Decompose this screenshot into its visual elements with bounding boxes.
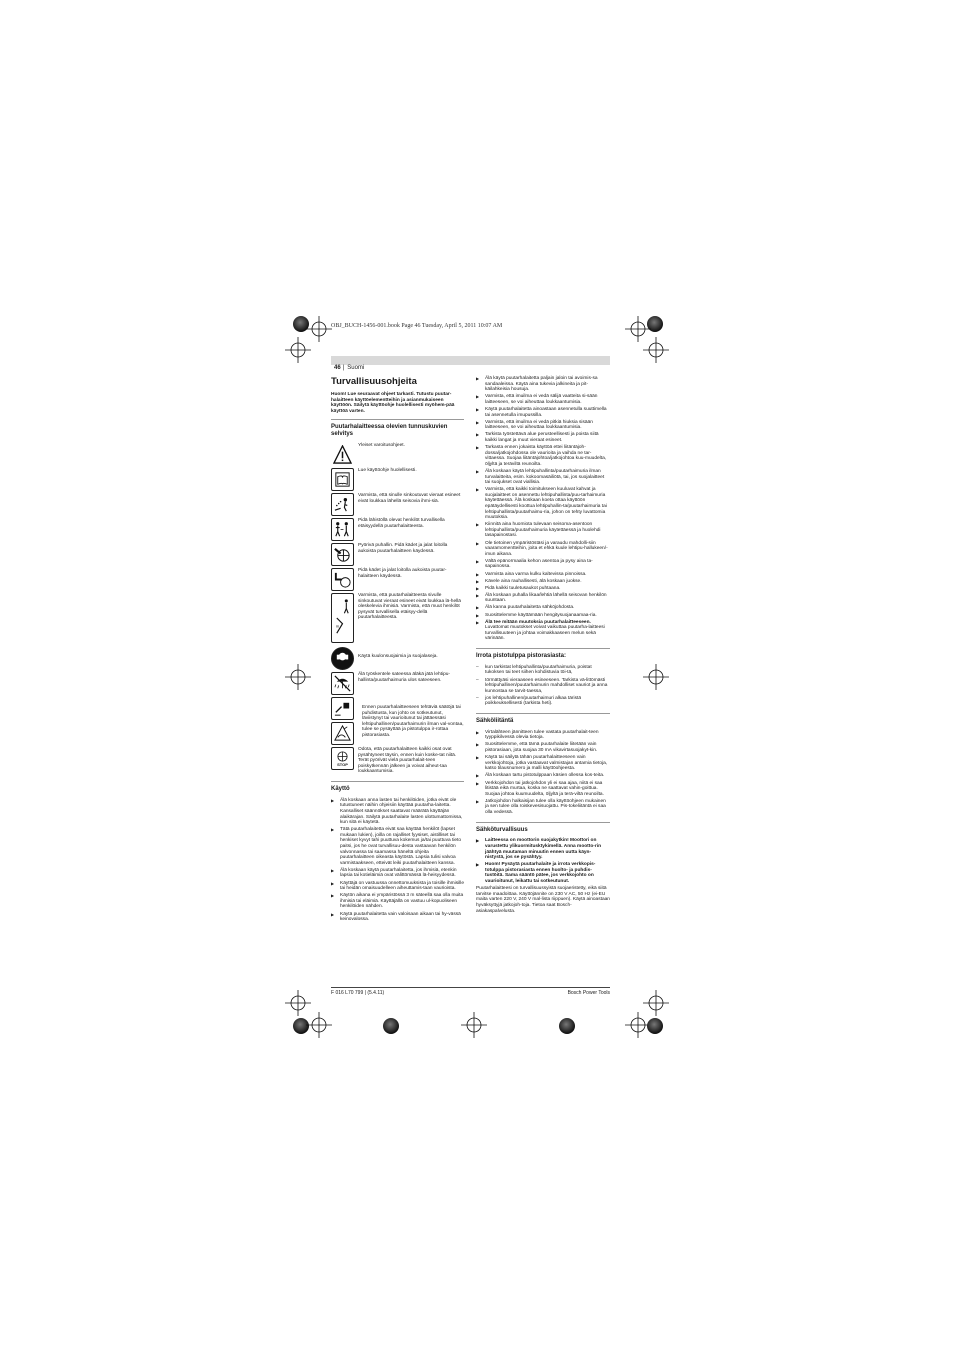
rotating-blades-hand-icon: [331, 543, 354, 566]
footer-rule: [331, 987, 610, 988]
list-item: ▶ Kävele aina rauhallisesti, älä koskaan juokse.: [476, 579, 610, 585]
list-item: ▶ Kiinnitä aina huomiota tulevaan seisoma-asentoon lehtipuhallinta/puutarhaimuria käytettäessä ja huolehdi tasapainostasi.: [476, 522, 610, 539]
registration-dot: [559, 1018, 575, 1034]
safety-text: Puutarhalaitteesi on turvallisuussyistä suojaeristetty, eikä siitä tarvitse maadoittaa. Käyttöjännite on 230 V AC, 50 Hz (ei-EU maita varten 220 V, 240 V mal-lista riippuen). Käytä ainoastaan hyväksyttyjä jatkojoh-toja. Tietoa saat Bosch-asiakaspalvelusta.: [476, 886, 610, 914]
list-item: ▶ Älä koskaan puhalla likaa/lehtiä lähellä seisovan henkilön suuntaan.: [476, 593, 610, 604]
list-item: ▶ Älä koskaan käytä lehtipuhallinta/puutarhaimuria ilman turvalaitteita, esim. kokoomasäiliötä, tai, jos suojalaitteet tai suojukset ovat viallisia.: [476, 469, 610, 486]
symbol-text: Pyörivä puhallin. Pidä kädet ja jalat loitolla aukoista puutarhalaitteen käydessä.: [358, 542, 448, 554]
electric-heading: Sähköliitäntä: [476, 713, 610, 725]
list-item-extra: Luvattomat muutokset voivat vaikuttaa puutarha-laitteesi turvallisuuteen ja johtaa voimakkaaseen melun sekä värinään.: [485, 625, 605, 642]
wait-stop-icon: [331, 747, 354, 770]
list-item: ▶ Älä kanna puutarhalaitetta sähköjohdosta.: [476, 605, 610, 611]
symbol-text: Varmista, että sinulle sinkoutuvat vieraat esineet eivät loukkaa lähellä seisovia ihmi-siä.: [358, 492, 461, 504]
use-heading: Käyttö: [331, 781, 464, 793]
page-header-bar: 46 | Suomi: [331, 356, 610, 365]
crosshair-mark: [643, 337, 669, 363]
symbol-row: [331, 647, 464, 670]
crosshair-mark: [643, 664, 669, 690]
symbol-row: [331, 747, 464, 775]
list-item: ▶ Älä koskaan anna lasten tai henkilöiden, jotka eivät ole tutustuneet näihin ohjeisiin käyttää puutarha-laitetta. Kansalliset säännökset saattavat määrätä käyttäjän alaikärajan. Säilytä puutarhalaite lasten ulottumattomissa, kun sitä ei käytetä.: [331, 798, 464, 826]
cable-damage-icon: [331, 722, 354, 745]
footer-right: Bosch Power Tools: [567, 990, 610, 996]
list-item: – kun tarkistat lehtipuhallinta/puutarhaimuria, poistat tukoksen tai teet siihen kohdistuvia töi-tä,: [476, 665, 610, 676]
symbol-row: [331, 468, 464, 491]
list-item: ▶ Vältä epänormaalia kehon asentoa ja pysy aina ta-sapainossa.: [476, 559, 610, 570]
safety-list-top: [476, 376, 610, 642]
symbol-row: [331, 568, 464, 591]
list-item: ▶ Tarkista työstettävä alue perusteellisesti ja poista siitä kaikki langat ja muut vieraat esineet.: [476, 432, 610, 443]
symbol-text: Pidä lähistöllä olevat henkilöt turvallisella etäisyydellä puutarhalaitteesta.: [358, 517, 445, 529]
list-item: ▶ Pidä kaikki tuuletusaukot puhtaana.: [476, 586, 610, 592]
footer-left: F 016 L70 799 | (5.4.11): [331, 990, 385, 996]
list-item: [476, 620, 610, 642]
list-item: ▶ Tarkasta ennen jokaista käyttöä ettei liitäntäjoh-dossa/jatkojohdossa ole vaurioita ja vaihda ne tar-vittaessa. Suojaa liitäntäjohtoa/jatkojohtoa kuu-muudelta, öljyltä ja teräviltä reunoilta.: [476, 445, 610, 467]
symbol-row: [331, 697, 464, 745]
page-number: 46: [334, 365, 341, 371]
ricochet-distance-icon: [331, 593, 354, 643]
symbol-text: Ennen puutarhalaitteeseen tehtäviä säätöjä tai puhdistusta, kun johto on sotkeutunut, läviistynyt tai vaurioitunut tai jättäessäsi lehtipuhallinen/puutarhaimurin ilman val-vontaa, tulee se pysäyttää ja pistotulppa ir-rottaa pistorasiasta.: [362, 704, 464, 738]
list-item: ▶ Laitteessa on moottorin suojakytkin! Moottori on varustettu ylikuormitusktykimellä. Anna mootto-rin jäähtyä muutaman minuutin ennen uutta käyn-nistystä, jos se pysähtyy.: [476, 838, 610, 860]
list-item: ▶ Verkkojohdon tai jatkojohdon yli ei saa ajaa, niitä ei saa litistää eikä murtaa, koska ne saattavat vahin-goittua. Suojaa johtoa kuumuudelta, öljyltä ja terä-viltä reunoilta.: [476, 781, 610, 798]
list-item: ▶ Varmista aina varma kulku kaltevissa pinnoissa.: [476, 572, 610, 578]
list-item: ▶ Käytä puutarhalaitetta ainoastaan asennetulla suuttimella tai asennetulla imupussilla.: [476, 407, 610, 418]
read-manual-icon: [331, 468, 354, 491]
list-item: ▶ Käytön aikana ei ympäristössä 3 m säteellä saa olla muita ihmisiä tai eläimiä. Käyttäjällä on vastuu ul-kopuoliseen henkilöiden nähden.: [331, 893, 464, 910]
list-item: ▶ Älä käytä puutarhalaitetta paljain jaloin tai avoimis-sa sandaaleissa. Käytä aina tukevia jalkineita ja pit-käilahkeisia housuja.: [476, 376, 610, 393]
crosshair-mark: [461, 1012, 487, 1038]
unplug-list: [476, 665, 610, 707]
intro-text: Huom! Lue seuraavat ohjeet tarkasti. Tutustu puutar-halaitteen käyttöelementteihin ja asianmukaiseen käyttöön. Säilytä käyttöohje huolellisesti myöhem-pää käyttöä varten.: [331, 392, 455, 414]
symbol-text: Käytä kuulonsuojaimia ja suojalaseja.: [358, 653, 438, 659]
list-item: ▶ Tätä puutarhalaitetta eivät saa käyttää henkilöt (lapset mukaan lukien), joilla on rajalliset fyysiset, aistilliset tai henkiset kyvyt tahi puuttuva kokemus ja/tai puuttuva tieto paitsi, jos he ovat turvallisuu-desta vastaavan henkilön valvonnassa tai saamassa häneltä ohjeita puutarhalaitteen oikeasta käytöstä. Lapsia tulisi valvoa varmistaakseen, etteivät leiki puutarhalaitteen kanssa.: [331, 827, 464, 866]
registration-dot: [383, 1018, 399, 1034]
list-item: ▶ Käytä puutarhalaitetta vain valoisaan aikaan tai hy-vässä keinovalossa.: [331, 912, 464, 923]
ear-eye-protection-icon: [331, 647, 354, 670]
symbol-row: [331, 518, 464, 541]
list-item: ▶ Älä koskaan käytä puutarhalaitetta, jos ihmisiä, etenkin lapsia tai kotieläimiä ovat välittömässä lä-heisyydessä.: [331, 868, 464, 879]
right-column: [476, 376, 610, 919]
symbol-text: Lue käyttöohje huolellisesti.: [358, 467, 417, 473]
registration-dot: [647, 1018, 663, 1034]
symbol-row: [331, 593, 464, 643]
list-item: ▶ Käyttäjä on vastuussa onnettomuuksista ja toisille ihmisille tai heidän omaisuudelleen aiheuttamis-taan vaurioista.: [331, 881, 464, 892]
list-item: ▶ Varmista, että kaikki toimitukseen kuuluvat kahvat ja suojalaitteet on asennettu lehtipuhallinta/puu-tarhaimuria käytettäessä. Älä koskaan koeta ottaa käyttöön epätäydellisesti koottua lehtipuhallin-ta/puutarhaimuria tai lehtipuhallinta/puutarhaimu-ria, johon on tehty luvattomia muutoksia.: [476, 487, 610, 521]
list-item: ▶ Käytä tai säilytä tähän puutarhalaitteeseen vain verkkojohtoja, jotka vastaavat valmistajan antamia tietoja, katso tilausnumero ja malli käyttöohjeesta.: [476, 755, 610, 772]
safety-list: [476, 838, 610, 884]
svg-text:m: m: [335, 624, 340, 629]
symbol-text: Älä työskentele sateessa äläkä jätä lehtipu-hallinta/puutarhaimuria ulos sateeseen.: [358, 671, 450, 683]
list-item: – jos lehtipuhallinen/puutarhaimuri alkaa täristä poikkeuksellisesti (tarkista heti).: [476, 696, 610, 707]
list-item: – törmättyäsi vieraaseen esineeseen. Tarkista vä-littömästi lehtipuhallinen/puutarhaimurin mahdolliset vauriot ja anna kunnostaa se tarvit-taessa,: [476, 678, 610, 695]
symbol-row: [331, 543, 464, 566]
list-item: ▶ Huom! Pysäytä puutarhalaite ja irrota verkkopis-totulppa pistorasiasta ennen huolto- ja puhdis-tustöitä. Sama sääntö pätee, jos verkkojohto on vaurioitunut, leikattu tai sotkeutunut.: [476, 862, 610, 884]
list-item: ▶ Älä koskaan tartu pistotulppaan käsien ollessa kos-teita.: [476, 773, 610, 779]
symbol-text: Pidä kädet ja jalat loitolla aukoista puutar-halaitteen käydessä.: [358, 567, 447, 579]
unplug-heading: Irrota pistotulppa pistorasiasta:: [476, 648, 610, 660]
symbols-heading: Puutarhalaitteessa olevien tunnuskuvien selvitys: [331, 419, 464, 438]
list-item-bold: Älä tee mitään muutoksia puutarhalaitteeseen.: [485, 619, 591, 625]
electric-list: [476, 730, 610, 816]
list-item: ▶ Ole tietoinen ympäristöstäsi ja varaudu mahdolli-siin vaaramomentteihin, joita et ehkä kuule lehtipu-hallukeen/-imun aikana.: [476, 541, 610, 558]
list-item: ▶ Virtalähteen jännitteen tulee vastata puutarhalait-teen tyyppikilvessä olevia tietoja.: [476, 730, 610, 741]
crosshair-mark: [306, 316, 332, 342]
crosshair-mark: [285, 664, 311, 690]
symbol-text: Yleiset varoitusohjeet.: [358, 442, 405, 448]
list-item: ▶ Jatkojohdon halkaisijan tulee olla käyttöohjeen mukainen ja sen tulee olla roiskevesisuojattu. Pis-tokeliitäntä ei saa olla vedessä.: [476, 799, 610, 816]
left-column: [331, 376, 464, 924]
use-list: [331, 798, 464, 923]
warning-triangle-icon: [331, 443, 354, 466]
crosshair-mark: [306, 1012, 332, 1038]
crosshair-mark: [643, 990, 669, 1016]
symbol-row: [331, 672, 464, 695]
unplug-icon: [331, 697, 354, 720]
no-rain-icon: [331, 672, 354, 695]
stop-label: STOP: [337, 761, 348, 767]
symbol-row: [331, 443, 464, 466]
symbol-text: Varmista, että puutarhalaitteesta sivulle sinkoutuvat vieraat esineet eivät loukkaa lä-hellä oleskelevia ihmisiä. Varmista, että muut henkilöt pysyvät turvallisella etäisyy-dellä puutarhalaitteesta.: [358, 592, 461, 621]
page-section: Suomi: [347, 365, 365, 371]
list-item: ▶ Suosittelemme käyttämään hengitysuojanaamaa-ria.: [476, 613, 610, 619]
symbol-row: [331, 493, 464, 516]
list-item: ▶ Varmista, että imuilma ei vedä pitkiä hiuksia sisään laitteeseen, se voi aiheuttaa loukkaantumisia.: [476, 420, 610, 431]
keep-bystanders-away-icon: [331, 518, 354, 541]
print-header: OBJ_BUCH-1456-001.book Page 46 Tuesday, April 5, 2011 10:07 AM: [331, 323, 503, 329]
flying-debris-icon: [331, 493, 354, 516]
symbol-text: Odota, että puutarhalaitteen kaikki osat ovat pysähtyneet täysin, ennen kuin koske-tat niitä. Terät pyörivät vielä puutarhalait-teen poiskytkennän jälkeen ja voivat aiheut-taa loukkaantumisia.: [358, 746, 457, 775]
main-title: Turvallisuusohjeita: [331, 376, 417, 387]
safety-heading: Sähköturvallisuus: [476, 822, 610, 834]
list-item: ▶ Varmista, että imuilma ei vedä sälijä vaatteita si-sään laitteeseen, se voi aiheuttaa loukkaantumisia.: [476, 394, 610, 405]
rotating-blades-foot-icon: [331, 568, 354, 591]
list-item: ▶ Suosittelemme, että tämä puutarhalaite liitetään vain pistorasiaan, jota suojaa 30 mA vikavirtasuojakyt-kin.: [476, 742, 610, 753]
